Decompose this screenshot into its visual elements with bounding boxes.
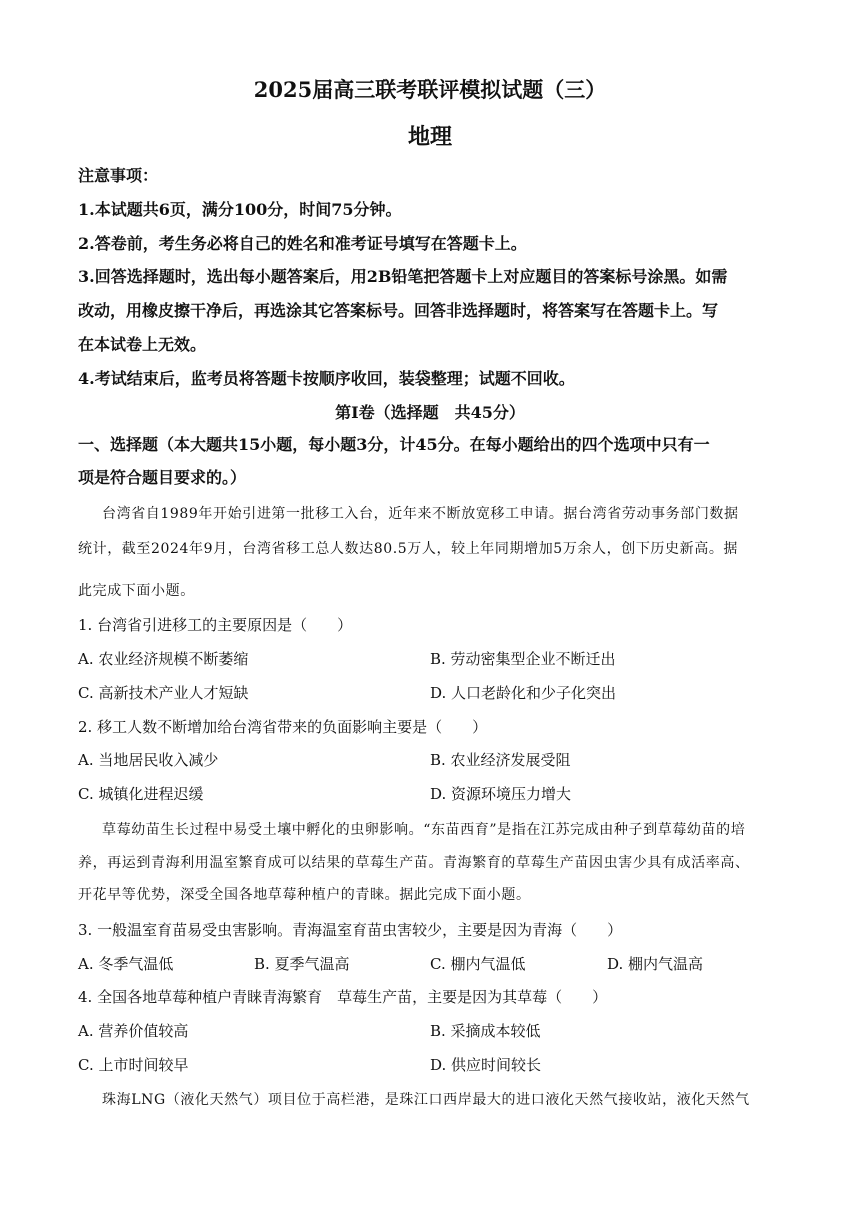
notice-line: 改动，用橡皮擦干净后，再选涂其它答案标号。回答非选择题时，将答案写在答题卡上。写	[78, 301, 719, 320]
passage-line: 此完成下面小题。	[78, 583, 195, 599]
option-c: C. 高新技术产业人才短缺	[78, 684, 249, 702]
section-instruction: 一、选择题（本大题共15小题，每小题3分，计45分。在每小题给出的四个选项中只有一	[78, 435, 710, 454]
option-a: A. 冬季气温低	[78, 955, 174, 973]
notice-line: 1.本试题共6页，满分100分，时间75分钟。	[78, 200, 402, 219]
option-a: A. 当地居民收入减少	[78, 751, 219, 769]
section-title: 第Ⅰ卷（选择题 共45分）	[335, 403, 525, 422]
option-c: C. 棚内气温低	[430, 955, 526, 973]
notice-line: 在本试卷上无效。	[78, 335, 207, 354]
option-c: C. 城镇化进程迟缓	[78, 785, 204, 803]
option-a: A. 营养价值较高	[78, 1022, 189, 1040]
option-d: D. 资源环境压力增大	[430, 785, 572, 803]
option-b: B. 采摘成本较低	[430, 1022, 541, 1040]
option-b: B. 农业经济发展受阻	[430, 751, 571, 769]
notice-line: 4.考试结束后，监考员将答题卡按顺序收回，装袋整理；试题不回收。	[78, 369, 575, 388]
question-stem: 1. 台湾省引进移工的主要原因是（ ）	[78, 616, 353, 634]
question-stem: 2. 移工人数不断增加给台湾省带来的负面影响主要是（ ）	[78, 718, 488, 736]
passage-line: 养，再运到青海利用温室繁育成可以结果的草莓生产苗。青海繁育的草莓生产苗因虫害少具有成活率高、	[78, 855, 750, 871]
exam-title: 2025届高三联考联评模拟试题（三）	[253, 77, 607, 102]
question-stem: 4. 全国各地草莓种植户青睐青海繁育 草莓生产苗，主要是因为其草莓（ ）	[78, 988, 608, 1006]
notice-heading: 注意事项：	[78, 166, 159, 185]
option-b: B. 劳动密集型企业不断迁出	[430, 650, 616, 668]
option-a: A. 农业经济规模不断萎缩	[78, 650, 249, 668]
option-b: B. 夏季气温高	[254, 955, 350, 973]
section-instruction: 项是符合题目要求的。）	[78, 468, 247, 487]
question-stem: 3. 一般温室育苗易受虫害影响。青海温室育苗虫害较少，主要是因为青海（ ）	[78, 921, 623, 939]
passage-line: 开花早等优势，深受全国各地草莓种植户的青睐。据此完成下面小题。	[78, 887, 531, 903]
passage-line: 草莓幼苗生长过程中易受土壤中孵化的虫卵影响。“东苗西育”是指在江苏完成由种子到草莓幼苗的培	[102, 822, 746, 838]
passage-line: 珠海LNG（液化天然气）项目位于高栏港，是珠江口西岸最大的进口液化天然气接收站，液化天然气	[102, 1092, 750, 1108]
option-d: D. 人口老龄化和少子化突出	[430, 684, 617, 702]
passage-line: 统计，截至2024年9月，台湾省移工总人数达80.5万人，较上年同期增加5万余人，创下历史新高。据	[78, 541, 739, 557]
notice-line: 2.答卷前，考生务必将自己的姓名和准考证号填写在答题卡上。	[78, 234, 527, 253]
passage-line: 台湾省自1989年开始引进第一批移工入台，近年来不断放宽移工申请。据台湾省劳动事务部门数据	[102, 506, 739, 522]
option-d: D. 供应时间较长	[430, 1056, 542, 1074]
notice-line: 3.回答选择题时，选出每小题答案后，用2B铅笔把答题卡上对应题目的答案标号涂黑。如需	[78, 267, 728, 286]
subject-title: 地理	[407, 124, 452, 150]
option-d: D. 棚内气温高	[607, 955, 704, 973]
option-c: C. 上市时间较早	[78, 1056, 189, 1074]
